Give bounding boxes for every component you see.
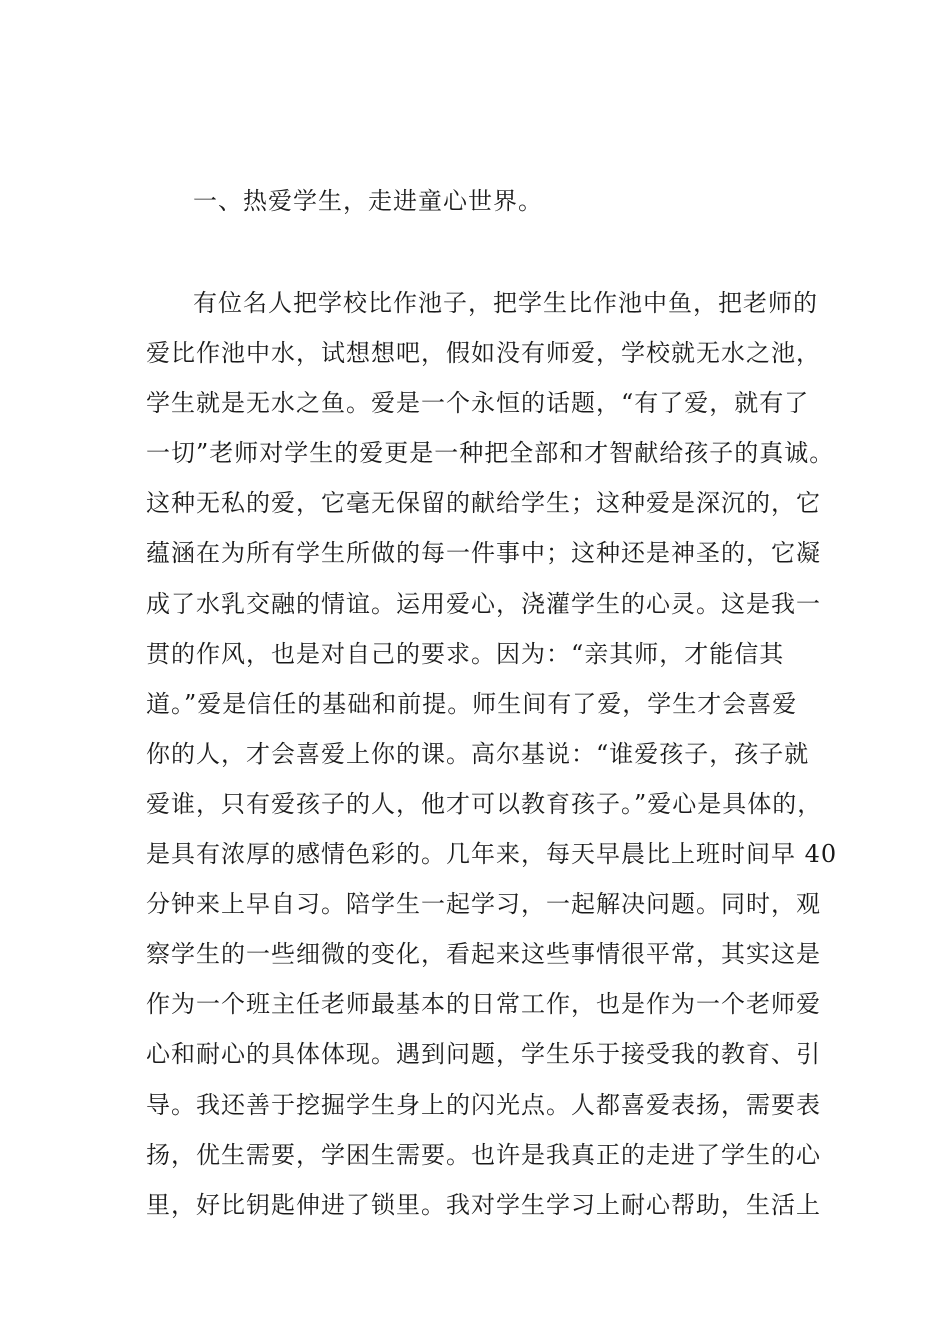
- paragraph-line: 察学生的一些细微的变化，看起来这些事情很平常，其实这是: [146, 940, 821, 969]
- paragraph-line: 道。”爱是信任的基础和前提。师生间有了爱，学生才会喜爱: [146, 689, 798, 718]
- paragraph-line: 心和耐心的具体体现。遇到问题，学生乐于接受我的教育、引: [146, 1040, 821, 1069]
- paragraph-line: 分钟来上早自习。陪学生一起学习，一起解决问题。同时，观: [146, 890, 821, 919]
- paragraph-line: 成了水乳交融的情谊。运用爱心，浇灌学生的心灵。这是我一: [146, 589, 821, 618]
- paragraph-line: 你的人，才会喜爱上你的课。高尔基说：“谁爱孩子，孩子就: [146, 739, 810, 768]
- paragraph-line: 爱比作池中水，试想想吧，假如没有师爱，学校就无水之池，: [146, 339, 821, 368]
- paragraph-line: 这种无私的爱，它毫无保留的献给学生；这种爱是深沉的，它: [146, 489, 821, 518]
- paragraph-line: 蕴涵在为所有学生所做的每一件事中；这种还是神圣的，它凝: [146, 539, 821, 568]
- paragraph-line: 有位名人把学校比作池子，把学生比作池中鱼，把老师的: [193, 289, 818, 317]
- section-heading: 一、热爱学生，走进童心世界。: [193, 187, 543, 215]
- paragraph-line: 一切”老师对学生的爱更是一种把全部和才智献给孩子的真诚。: [146, 439, 835, 468]
- paragraph-line: 扬，优生需要，学困生需要。也许是我真正的走进了学生的心: [146, 1140, 821, 1169]
- paragraph-line: 爱谁，只有爱孩子的人，他才可以教育孩子。”爱心是具体的，: [146, 789, 823, 818]
- paragraph-line: 学生就是无水之鱼。爱是一个永恒的话题，“有了爱，就有了: [146, 389, 810, 418]
- paragraph-line: 里，好比钥匙伸进了锁里。我对学生学习上耐心帮助，生活上: [146, 1190, 821, 1219]
- paragraph-line: 作为一个班主任老师最基本的日常工作，也是作为一个老师爱: [146, 990, 821, 1019]
- paragraph-line: 贯的作风，也是对自己的要求。因为：“亲其师，才能信其: [146, 639, 785, 668]
- paragraph-line: 是具有浓厚的感情色彩的。几年来，每天早晨比上班时间早 40: [146, 840, 838, 869]
- paragraph-line: 导。我还善于挖掘学生身上的闪光点。人都喜爱表扬，需要表: [146, 1090, 821, 1119]
- paragraph: [146, 278, 838, 1230]
